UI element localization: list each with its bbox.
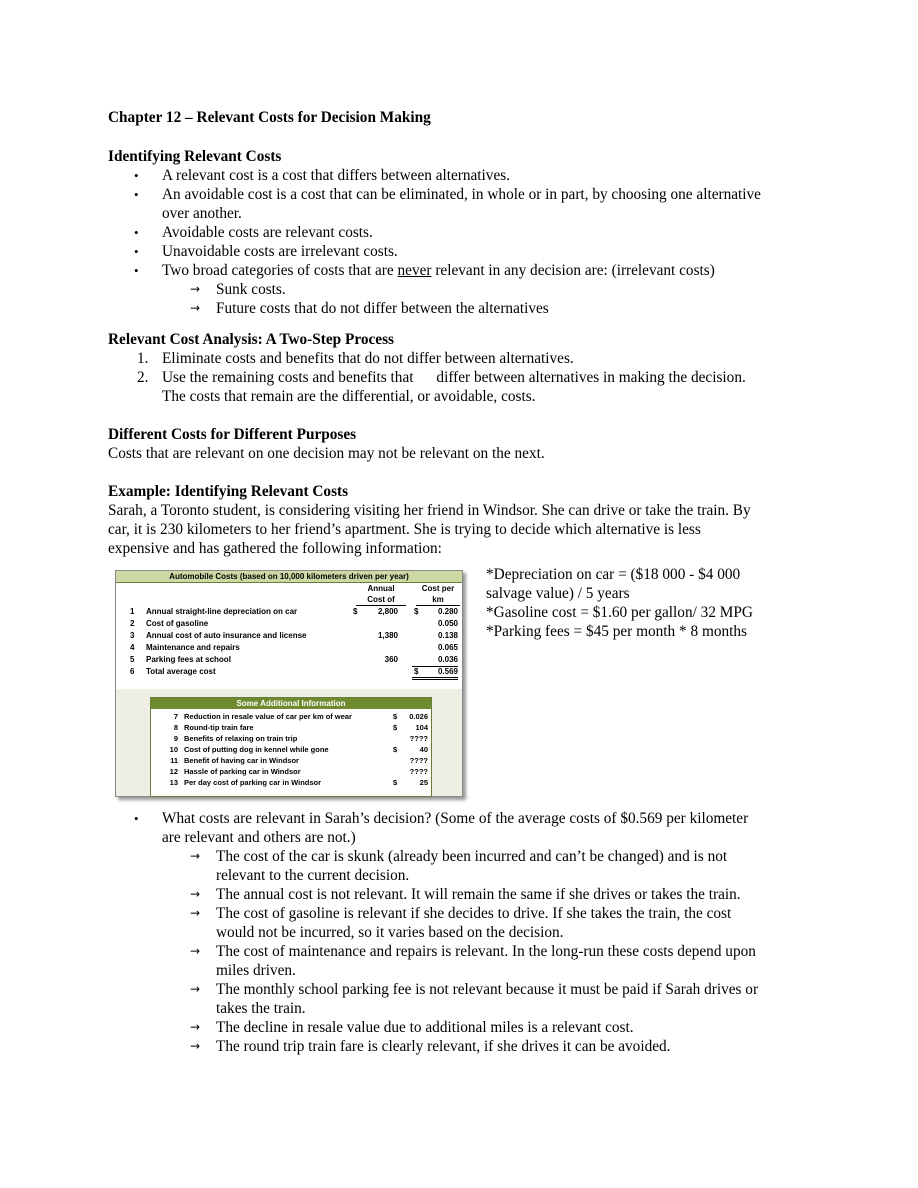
annual-cost-cell: 360 [384,655,398,664]
row-number: 7 [173,712,178,721]
additional-info-row [151,744,431,755]
table-row [116,606,462,618]
paragraph: Costs that are relevant on one decision may not be relevant on the next. [108,445,545,462]
arrow-item [108,904,813,942]
bullet-item: • A relevant cost is a cost that differs between alternatives. [108,166,813,185]
arrow-text: The cost of the car is skunk (already been incurred and can’t be changed) and is not [216,848,728,865]
row-label: Total average cost [146,667,216,676]
bullet-text-cont: over another. [162,205,242,222]
currency-sign: $ [393,745,398,754]
arrow-text: The cost of gasoline is relevant if she decides to drive. If she takes the train, the cost [216,905,732,922]
arrow-icon: → [190,906,201,920]
table-row [116,630,462,642]
item-text: Use the remaining costs and benefits that differ between alternatives in making the decision. [162,369,746,386]
per-km-cell: 0.036 [437,655,458,664]
bullet-item [108,809,813,847]
row-label: Cost of putting dog in kennel while gone [184,745,329,754]
arrow-item [108,280,813,299]
bullet-list-identifying [108,166,813,280]
value-cell: 104 [415,723,428,732]
row-label: Annual straight-line depreciation on car [146,607,298,616]
header-line: km [416,594,460,606]
additional-info-row [151,722,431,733]
bullet-item: • Avoidable costs are relevant costs. [108,223,813,242]
arrow-item [108,299,813,318]
header-line: Cost per [421,584,455,593]
row-number: 12 [169,767,178,776]
bullet-text: relevant in any decision are: (irrelevant costs) [431,262,715,279]
currency-sign: $ [414,607,419,616]
bullet-text: Two broad categories of costs that are [162,262,398,279]
arrow-text: The round trip train fare is clearly relevant, if she drives it can be avoided. [216,1038,671,1055]
value-cell: ???? [409,756,428,765]
arrow-icon: → [190,849,201,863]
arrow-text: The annual cost is not relevant. It will remain the same if she drives or takes the train. [216,886,741,903]
row-label: Benefits of relaxing on train trip [184,734,298,743]
arrow-icon: → [190,1039,201,1053]
arrow-text: The monthly school parking fee is not relevant because it must be paid if Sarah drives or [216,981,759,998]
row-number: 10 [169,745,178,754]
table-row [116,654,462,666]
per-km-cell: 0.065 [437,643,458,652]
arrow-text: Sunk costs. [216,281,286,298]
section-heading-example: Example: Identifying Relevant Costs [108,483,349,500]
arrow-item [108,980,813,1018]
note-line: *Parking fees = $45 per month * 8 months [486,623,747,640]
additional-info-title: Some Additional Information [151,698,431,709]
row-label: Cost of gasoline [146,619,209,628]
row-label: Reduction in resale value of car per km of wear [184,712,352,721]
additional-info-row [151,777,431,788]
table-row [116,618,462,630]
row-number: 8 [173,723,178,732]
section-heading-different-costs: Different Costs for Different Purposes [108,426,357,443]
per-km-cell: 0.138 [437,631,458,640]
row-number: 11 [170,756,178,765]
row-number: 3 [130,631,135,640]
paragraph-line: Sarah, a Toronto student, is considering visiting her friend in Windsor. She can drive or take the train. By [108,502,751,519]
section-heading-identifying: Identifying Relevant Costs [108,148,282,165]
bullet-text-cont: are relevant and others are not.) [162,829,356,846]
arrow-text: The cost of maintenance and repairs is relevant. In the long-run these costs depend upon [216,943,756,960]
additional-info-table [150,697,432,797]
header-line: Annual [367,584,395,593]
row-label: Maintenance and repairs [146,643,240,652]
table-title: Automobile Costs (based on 10,000 kilometers driven per year) [116,571,462,583]
bullet-text: What costs are relevant in Sarah’s decision? (Some of the average costs of $0.569 per kilometer [162,810,749,827]
arrow-text-cont: relevant to the current decision. [216,867,410,884]
arrow-text: The decline in resale value due to additional miles is a relevant cost. [216,1019,634,1036]
paragraph-line: car, it is 230 kilometers to her friend’s apartment. She is trying to decide which alternative is less [108,521,701,538]
row-number: 1 [130,607,135,616]
arrow-icon: → [190,982,201,996]
row-label: Parking fees at school [146,655,231,664]
note-line: *Gasoline cost = $1.60 per gallon/ 32 MPG [486,604,753,621]
item-text: Eliminate costs and benefits that do not differ between alternatives. [162,350,574,367]
value-cell: ???? [409,767,428,776]
row-number: 9 [173,734,178,743]
per-km-cell: 0.050 [437,619,458,628]
currency-sign: $ [353,607,358,616]
per-km-cell: 0.280 [437,607,458,616]
item-number: 2. [137,369,149,386]
arrow-icon: → [190,944,201,958]
paragraph-line: expensive and has gathered the following information: [108,540,442,557]
value-cell: 25 [419,778,428,787]
value-cell: 40 [419,745,428,754]
annual-cost-cell: 2,800 [377,607,398,616]
column-header-per-km [416,583,460,606]
numbered-item [108,349,813,368]
additional-info-row [151,755,431,766]
row-number: 6 [130,667,135,676]
arrow-text-cont: takes the train. [216,1000,306,1017]
currency-sign: $ [393,723,398,732]
annual-cost-cell: 1,380 [377,631,398,640]
additional-info-row [151,733,431,744]
currency-sign: $ [393,712,398,721]
bullet-item [108,185,813,223]
note-line: *Depreciation on car = ($18 000 - $4 000 [486,566,741,583]
arrow-text-cont: would not be incurred, so it varies based on the decision. [216,924,564,941]
numbered-list [108,349,813,406]
arrow-icon: → [190,301,201,315]
underlined-word: never [397,262,432,279]
arrow-list-irrelevant [108,280,813,318]
numbered-item [108,368,813,406]
bullet-text: An avoidable cost is a cost that can be eliminated, in whole or in part, by choosing one alternative [162,186,761,203]
relevance-section [108,809,813,1056]
row-label: Annual cost of auto insurance and license [146,631,307,640]
row-number: 2 [130,619,135,628]
automobile-costs-table [116,571,462,689]
chapter-title: Chapter 12 – Relevant Costs for Decision Making [108,109,431,126]
row-number: 4 [130,643,135,652]
item-number: 1. [137,350,149,367]
value-cell: 0.026 [409,712,428,721]
section-heading-two-step: Relevant Cost Analysis: A Two-Step Process [108,331,394,348]
arrow-text-cont: miles driven. [216,962,296,979]
bullet-list-question [108,809,813,847]
per-km-cell: 0.569 [412,666,458,680]
row-number: 13 [169,778,178,787]
bullet-item: • Unavoidable costs are irrelevant costs. [108,242,813,261]
arrow-icon: → [190,282,201,296]
note-line: salvage value) / 5 years [486,585,630,602]
cost-spreadsheet [115,570,463,797]
document-page [108,108,813,558]
arrow-item [108,1018,813,1037]
bullet-item [108,261,813,280]
arrow-icon: → [190,887,201,901]
arrow-text: Future costs that do not differ between the alternatives [216,300,549,317]
table-row [116,666,462,678]
row-number: 5 [130,655,135,664]
row-label: Benefit of having car in Windsor [184,756,299,765]
table-row [116,642,462,654]
additional-info-row [151,766,431,777]
row-label: Per day cost of parking car in Windsor [184,778,322,787]
arrow-item [108,885,813,904]
row-label: Hassle of parking car in Windsor [184,767,301,776]
arrow-list-answers [108,847,813,1056]
header-line: Cost of [356,594,406,606]
currency-sign: $ [414,667,419,676]
currency-sign: $ [393,778,398,787]
column-header-annual [356,583,406,606]
arrow-item [108,942,813,980]
additional-info-row [151,711,431,722]
arrow-icon: → [190,1020,201,1034]
value-cell: ???? [409,734,428,743]
arrow-item [108,1037,813,1056]
arrow-item [108,847,813,885]
item-text-cont: The costs that remain are the differential, or avoidable, costs. [162,388,536,405]
footnotes [486,565,786,641]
row-label: Round-tip train fare [184,723,254,732]
